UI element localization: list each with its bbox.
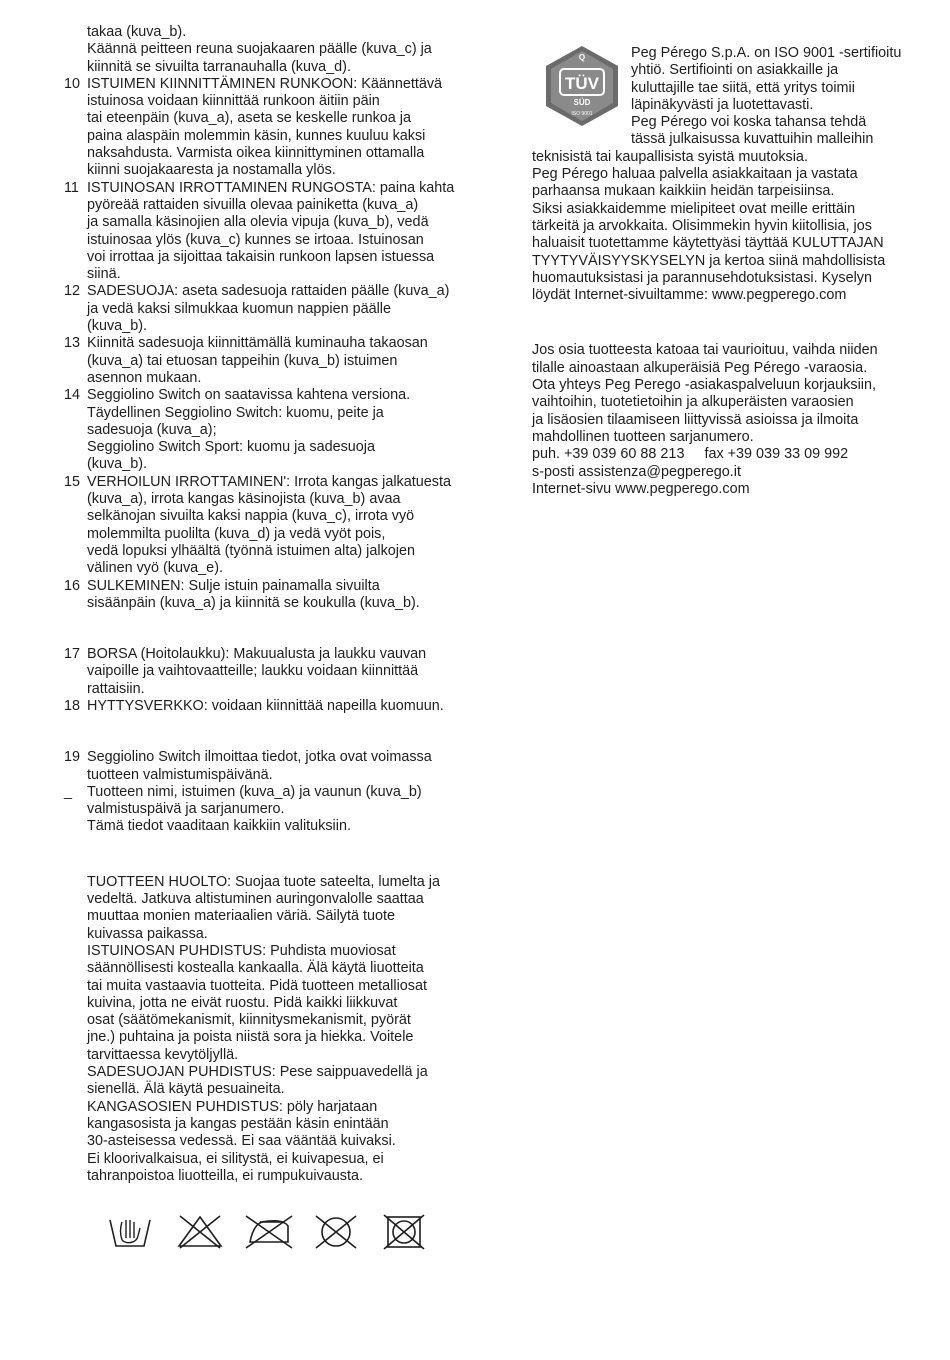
text-line: Tämä tiedot vaaditaan kaikkiin valituksiin. xyxy=(87,818,351,835)
text-line: parhaansa mukaan kaikkiin heidän tarpeisiinsa. xyxy=(532,183,835,200)
text-line: Käännä peitteen reuna suojakaaren päälle (kuva_c) ja xyxy=(87,41,432,58)
text-line: Seggiolino Switch ilmoittaa tiedot, jotka ovat voimassa xyxy=(87,749,432,766)
item-number: 16 xyxy=(64,577,81,594)
text-line: (kuva_a), irrota kangas käsinojista (kuva_b) avaa xyxy=(87,491,401,508)
text-line: pyöreää rattaiden sivuilla olevaa painiketta (kuva_a) xyxy=(87,196,419,213)
list-item xyxy=(64,474,474,578)
list-item xyxy=(64,335,474,387)
text-line: tai eteenpäin (kuva_a), aseta se keskelle runkoa ja xyxy=(87,110,411,127)
text-line: SADESUOJAN PUHDISTUS: Pese saippuavedellä ja xyxy=(87,1064,428,1081)
list-item xyxy=(64,646,474,698)
no-iron-icon xyxy=(244,1214,294,1250)
cert-brand: TÜV xyxy=(565,74,599,93)
text-line: HYTTYSVERKKO: voidaan kiinnittää napeilla kuomuun. xyxy=(87,697,444,714)
text-line: 30-asteisessa vedessä. Ei saa vääntää kuivaksi. xyxy=(87,1133,396,1150)
text-line: valmistuspäivä ja sarjanumero. xyxy=(87,801,285,818)
text-line: jne.) puhtaina ja poista niistä sora ja hiekka. Voitele xyxy=(87,1029,414,1046)
numbered-list-3 xyxy=(64,749,474,835)
text-line: istuinosaa ylös (kuva_c) kunnes se irtoaa. Istuinosan xyxy=(87,231,424,248)
text-line: ja lisäosien tilaamiseen liittyvissä asioissa ja ilmoita xyxy=(532,411,859,428)
text-line: kangasosista ja kangas pestään käsin enintään xyxy=(87,1115,389,1132)
text-line: Kiinnitä sadesuoja kiinnittämällä kuminauha takaosan xyxy=(87,335,428,352)
text-line: läpinäkyvästi ja luotettavasti. xyxy=(631,96,814,113)
text-line: kiinni suojakaaresta ja nostamalla ylös. xyxy=(87,162,336,179)
list-item xyxy=(64,749,474,784)
text-line: mahdollinen tuotteen sarjanumero. xyxy=(532,428,754,445)
text-line: huomautuksistasi ja parannusehdotuksistasi. Kyselyn xyxy=(532,269,872,286)
text-line: Täydellinen Seggiolino Switch: kuomu, peite ja xyxy=(87,404,384,421)
cert-sub: SÜD xyxy=(573,98,591,107)
text-line: vedä lopuksi ylhäältä (työnnä istuimen alta) jalkojen xyxy=(87,542,415,559)
item-number: 10 xyxy=(64,75,81,92)
text-line: Peg Pérego voi koska tahansa tehdä xyxy=(631,114,867,131)
text-line: (kuva_b). xyxy=(87,456,147,473)
text-line: osat (säätömekanismit, kiinnitysmekanismit, pyörät xyxy=(87,1012,411,1029)
text-line: välinen vyö (kuva_e). xyxy=(87,560,223,577)
text-line: ISTUINOSAN IRROTTAMINEN RUNGOSTA: paina kahta xyxy=(87,179,455,196)
text-line: haluaisit tuotettamme käytettyäsi täyttää KULUTTAJAN xyxy=(532,235,884,252)
text-line: TYYTYVÄISYYSKYSELYN ja kertoa siinä mahdollisista xyxy=(532,252,886,269)
intro-paragraph xyxy=(64,24,474,76)
care-instructions xyxy=(64,874,474,1185)
text-line: SADESUOJA: aseta sadesuoja rattaiden päälle (kuva_a) xyxy=(87,283,450,300)
text-line: BORSA (Hoitolaukku): Makuualusta ja laukku vauvan xyxy=(87,646,427,663)
text-line: paina alaspäin molemmin käsin, kunnes kuuluu kaksi xyxy=(87,127,426,144)
item-number: 12 xyxy=(64,283,81,300)
text-line: takaa (kuva_b). xyxy=(87,24,187,40)
list-item xyxy=(64,180,474,284)
service-info xyxy=(532,342,922,446)
list-item xyxy=(64,698,474,715)
left-column xyxy=(64,24,474,1185)
text-line: Ei kloorivalkaisua, ei silitystä, ei kuivapesua, ei xyxy=(87,1150,384,1167)
text-line: kuivina, jotta ne eivät ruostu. Pidä kaikki liikkuvat xyxy=(87,994,398,1011)
text-line: vaihtoihin, tuotetietoihin ja alkuperäisten varaosien xyxy=(532,394,854,411)
text-line: Peg Pérego S.p.A. on ISO 9001 -sertifioitu xyxy=(631,45,902,61)
text-line: muuttaa monien materiaalien väriä. Säilytä tuote xyxy=(87,908,395,925)
text-line: säännöllisesti kostealla kankaalla. Älä käytä liuotteita xyxy=(87,960,424,977)
list-item xyxy=(64,578,474,613)
item-number: 19 xyxy=(64,749,81,766)
numbered-list-2 xyxy=(64,646,474,715)
cert-q-label: Q xyxy=(578,53,586,62)
text-line: ja samalla käsinojien alla olevia vipuja (kuva_b), vedä xyxy=(87,214,429,231)
text-line: Tuotteen nimi, istuimen (kuva_a) ja vaunun (kuva_b) xyxy=(87,783,422,800)
text-line: Jos osia tuotteesta katoaa tai vaurioituu, vaihda niiden xyxy=(532,342,878,359)
text-line: voi irrottaa ja sijoittaa takaisin runkoon lapsen istuessa xyxy=(87,248,435,265)
list-item xyxy=(64,387,474,473)
spacer xyxy=(64,715,474,749)
text-line: teknisistä tai kaupallisista syistä muutoksia. xyxy=(532,148,808,165)
item-number: 15 xyxy=(64,473,81,490)
spacer xyxy=(64,836,474,874)
text-line: molemmilta puolilta (kuva_d) ja vedä vyöt pois, xyxy=(87,525,386,542)
list-item xyxy=(64,283,474,335)
text-line: ja vedä kaksi silmukkaa kuomun nappien päälle xyxy=(87,300,391,317)
iso-statement-beside-logo xyxy=(532,45,922,149)
text-line: löydät Internet-sivuiltamme: www.pegperego.com xyxy=(532,287,847,304)
text-line: vaipoille ja vaihtovaatteille; laukku voidaan kiinnittää xyxy=(87,663,419,680)
no-dry-clean-icon xyxy=(312,1214,360,1250)
text-line: tarvittaessa kevytöljyllä. xyxy=(87,1046,239,1063)
text-line: Seggiolino Switch on saatavissa kahtena versiona. xyxy=(87,387,411,404)
text-line: SULKEMINEN: Sulje istuin painamalla sivuilta xyxy=(87,577,380,594)
list-item xyxy=(64,784,474,836)
text-line: vedeltä. Jatkuva altistuminen auringonvalolle saattaa xyxy=(87,891,424,908)
text-line: (kuva_a) tai etuosan tappeihin (kuva_b) istuimen xyxy=(87,352,398,369)
text-line: naksahdusta. Varmista oikea kiinnittyminen ottamalla xyxy=(87,145,425,162)
hand-wash-icon xyxy=(108,1214,152,1250)
cert-iso: ISO 9001 xyxy=(571,111,593,117)
text-line: kuivassa paikassa. xyxy=(87,925,208,942)
numbered-list-1 xyxy=(64,76,474,612)
text-line: VERHOILUN IRROTTAMINEN': Irrota kangas jalkatuesta xyxy=(87,473,451,490)
item-number: 18 xyxy=(64,697,81,714)
text-line: selkänojan sivuilta kaksi nappia (kuva_c), irrota vyö xyxy=(87,508,415,525)
text-line: ISTUIMEN KIINNITTÄMINEN RUNKOON: Käännettävä xyxy=(87,75,443,92)
text-line: tahranpoistoa liuotteilla, ei rumpukuivausta. xyxy=(87,1167,363,1184)
item-number: _ xyxy=(64,783,73,800)
text-line: (kuva_b). xyxy=(87,318,147,335)
text-line: ISTUINOSAN PUHDISTUS: Puhdista muoviosat xyxy=(87,942,396,959)
text-line: tärkeitä ja arvokkaita. Olisimmekin hyvin kiitollisia, jos xyxy=(532,217,872,234)
spacer xyxy=(64,612,474,646)
contact-email: s-posti assistenza@pegperego.it xyxy=(532,463,741,480)
item-number: 11 xyxy=(64,179,79,196)
text-line: kiinnitä se sivuilta tarranauhalla (kuva_d). xyxy=(87,58,351,75)
item-number: 17 xyxy=(64,646,81,663)
care-symbols xyxy=(108,1214,438,1254)
contact-web: Internet-sivu www.pegperego.com xyxy=(532,480,750,497)
text-line: kuluttajille tae siitä, että yritys toimii xyxy=(631,79,855,96)
contact-phone-fax xyxy=(532,446,922,463)
text-line: Siksi asiakkaidemme mielipiteet ovat meille erittäin xyxy=(532,200,856,217)
iso-statement xyxy=(532,149,922,305)
text-line: Seggiolino Switch Sport: kuomu ja sadesuoja xyxy=(87,439,375,456)
text-line: tai muita vastaavia tuotteita. Pidä tuotteen metalliosat xyxy=(87,977,427,994)
list-item xyxy=(64,76,474,180)
text-line: istuinosa voidaan kiinnittää runkoon äitiin päin xyxy=(87,93,380,110)
text-line: sadesuoja (kuva_a); xyxy=(87,421,217,438)
text-line: Peg Pérego haluaa palvella asiakkaitaan ja vastata xyxy=(532,166,858,183)
no-bleach-icon xyxy=(176,1214,224,1250)
text-line: rattaisiin. xyxy=(87,680,145,697)
no-tumble-dry-icon xyxy=(380,1214,428,1250)
contact-phone: puh. +39 039 60 88 213 xyxy=(532,446,685,463)
text-line: asennon mukaan. xyxy=(87,369,202,386)
text-line: siinä. xyxy=(87,266,121,283)
text-line: tilalle ainoastaan alkuperäisiä Peg Pérego -varaosia. xyxy=(532,359,868,376)
text-line: sisäänpäin (kuva_a) ja kiinnitä se koukulla (kuva_b). xyxy=(87,594,420,611)
text-line: yhtiö. Sertifiointi on asiakkaille ja xyxy=(631,62,839,79)
contact-fax: fax +39 039 33 09 992 xyxy=(704,446,849,463)
text-line: tuotteen valmistumispäivänä. xyxy=(87,766,273,783)
item-number: 13 xyxy=(64,335,81,352)
spacer xyxy=(532,304,922,342)
text-line: Ota yhteys Peg Perego -asiakaspalveluun korjauksiin, xyxy=(532,377,876,394)
right-column xyxy=(532,45,922,498)
text-line: tässä julkaisussa kuvattuihin malleihin xyxy=(631,131,874,148)
item-number: 14 xyxy=(64,387,81,404)
text-line: KANGASOSIEN PUHDISTUS: pöly harjataan xyxy=(87,1098,378,1115)
text-line: TUOTTEEN HUOLTO: Suojaa tuote sateelta, lumelta ja xyxy=(87,873,440,890)
text-line: sienellä. Älä käytä pesuaineita. xyxy=(87,1081,285,1098)
